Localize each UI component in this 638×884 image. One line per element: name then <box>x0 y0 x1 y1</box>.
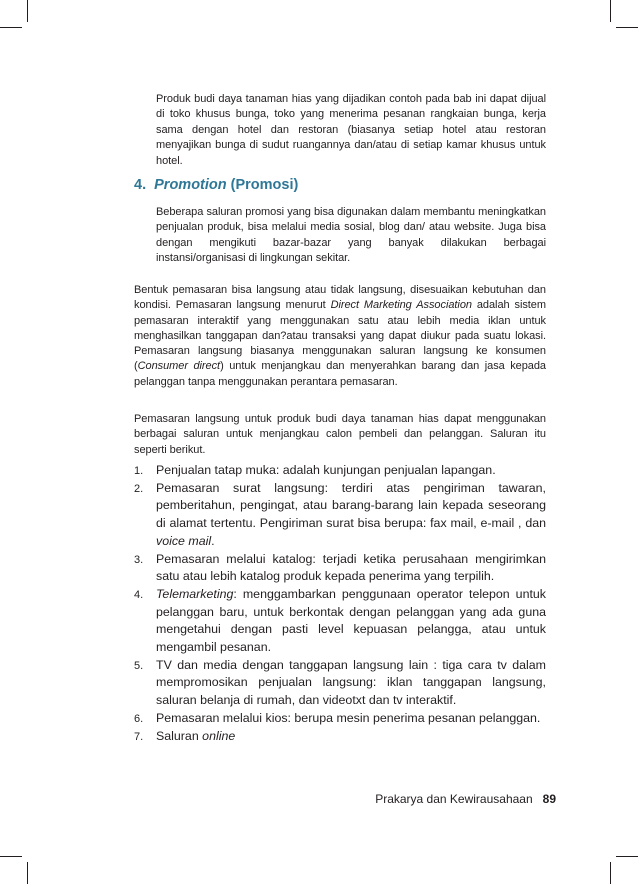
promotion-paragraph: Beberapa saluran promosi yang bisa digunakan dalam membantu meningkatkan penjualan produk, bisa melalui media sosial, blog dan/ atau website. Juga bisa dengan mengikuti bazar-bazar yang banyak dilakukan berbagai instansi/organisasi di lingkungan sekitar. <box>156 206 546 265</box>
list-item-number: 2. <box>134 482 144 495</box>
list-item-text: : menggambarkan penggunaan operator telepon untuk pelanggan baru, untuk berkontak dengan pelanggan yang ada guna mengetahui dengan pasti level kepuasan pelangga, atau untuk mengambil pesanan. <box>156 586 546 655</box>
page-number: 89 <box>542 792 556 806</box>
crop-mark-top-left-horizontal <box>0 27 22 28</box>
list-item <box>134 586 546 657</box>
body1-italic-1: Direct Marketing Association <box>330 299 472 312</box>
page-footer <box>375 792 556 806</box>
body1-italic-2: Consumer direct <box>137 360 221 373</box>
list-item-text: Pemasaran melalui kios: berupa mesin penerima pesanan pelanggan. <box>156 710 541 725</box>
body1-text-3: ) untuk menjangkau dan menyerahkan barang dan jasa kepada pelanggan tanpa menggunakan perantara pemasaran. <box>134 360 547 388</box>
list-item-number: 7. <box>134 730 144 743</box>
body-paragraph-channels: Pemasaran langsung untuk produk budi daya tanaman hias dapat menggunakan berbagai saluran untuk menjangkau calon pembeli dan pelanggan. Saluran itu seperti berikut. <box>134 413 546 456</box>
body1-text-1: Bentuk pemasaran bisa langsung atau tidak langsung, disesuaikan kebutuhan dan kondisi. Pemasaran langsung menurut <box>134 284 546 312</box>
list-item-text: TV dan media dengan tanggapan langsung lain : tiga cara tv dalam mempromosikan penjualan langsung: iklan tanggapan langsung, saluran belanja di rumah, dan videotxt dan tv interaktif. <box>156 657 546 708</box>
crop-mark-bottom-right-vertical <box>610 862 611 884</box>
section-title-italic: Promotion <box>154 177 227 193</box>
list-item <box>134 551 546 586</box>
list-item <box>134 728 546 746</box>
list-item <box>134 657 546 710</box>
list-item <box>134 462 546 480</box>
list-item-number: 3. <box>134 553 144 566</box>
list-item-number: 5. <box>134 659 144 672</box>
body-paragraph-direct-marketing <box>134 283 546 390</box>
list-item-number: 4. <box>134 588 144 601</box>
intro-paragraph: Produk budi daya tanaman hias yang dijadikan contoh pada bab ini dapat dijual di toko khusus bunga, toko yang menerima pesanan rangkaian bunga, kerja sama dengan hotel dan restoran (biasanya setiap hotel atau restoran menyajikan bunga di sudut ruangannya dan/atau di setiap kamar khusus untuk hotel. <box>156 93 546 167</box>
crop-mark-top-right-horizontal <box>616 27 638 28</box>
crop-mark-bottom-left-horizontal <box>0 856 22 857</box>
crop-mark-bottom-right-horizontal <box>616 856 638 857</box>
crop-mark-top-right-vertical <box>610 0 611 22</box>
crop-mark-bottom-left-vertical <box>27 862 28 884</box>
list-item-text: Pemasaran melalui katalog: terjadi ketika perusahaan mengirimkan satu atau lebih katalog produk kepada penerima yang terpilih. <box>156 551 546 584</box>
list-item-text: Saluran <box>156 728 199 743</box>
list-item-number: 1. <box>134 465 144 477</box>
list-item-italic: voice mail <box>156 533 212 548</box>
list-item-text: Pemasaran surat langsung: terdiri atas pengiriman tawaran, pemberitahun, pengingat, atau barang-barang lain kepada seseorang di alamat tertentu. Pengiriman surat bisa berupa: fax mail, e-mail , dan <box>156 480 546 531</box>
footer-book-title: Prakarya dan Kewirausahaan <box>375 792 533 806</box>
section-heading <box>134 177 298 193</box>
list-item <box>134 480 546 551</box>
list-item-italic: Telemarketing <box>156 586 234 601</box>
list-item-end: . <box>211 533 215 548</box>
list-item <box>134 710 546 728</box>
list-item-text: Penjualan tatap muka: adalah kunjungan penjualan lapangan. <box>156 463 496 477</box>
section-number: 4. <box>134 177 147 193</box>
section-title-rest: (Promosi) <box>230 177 299 193</box>
crop-mark-top-left-vertical <box>27 0 28 22</box>
list-item-number: 6. <box>134 712 144 725</box>
list-item-italic: online <box>202 728 236 743</box>
channel-list <box>134 462 546 745</box>
body1-text-2: adalah sistem pemasaran interaktif yang menggunakan satu atau lebih media iklan untuk menghasilkan tanggapan dan?atau transaksi yang dapat diukur pada suatu lokasi. Pemasaran langsung biasanya menggunakan saluran langsung ke konsumen ( <box>134 299 546 373</box>
